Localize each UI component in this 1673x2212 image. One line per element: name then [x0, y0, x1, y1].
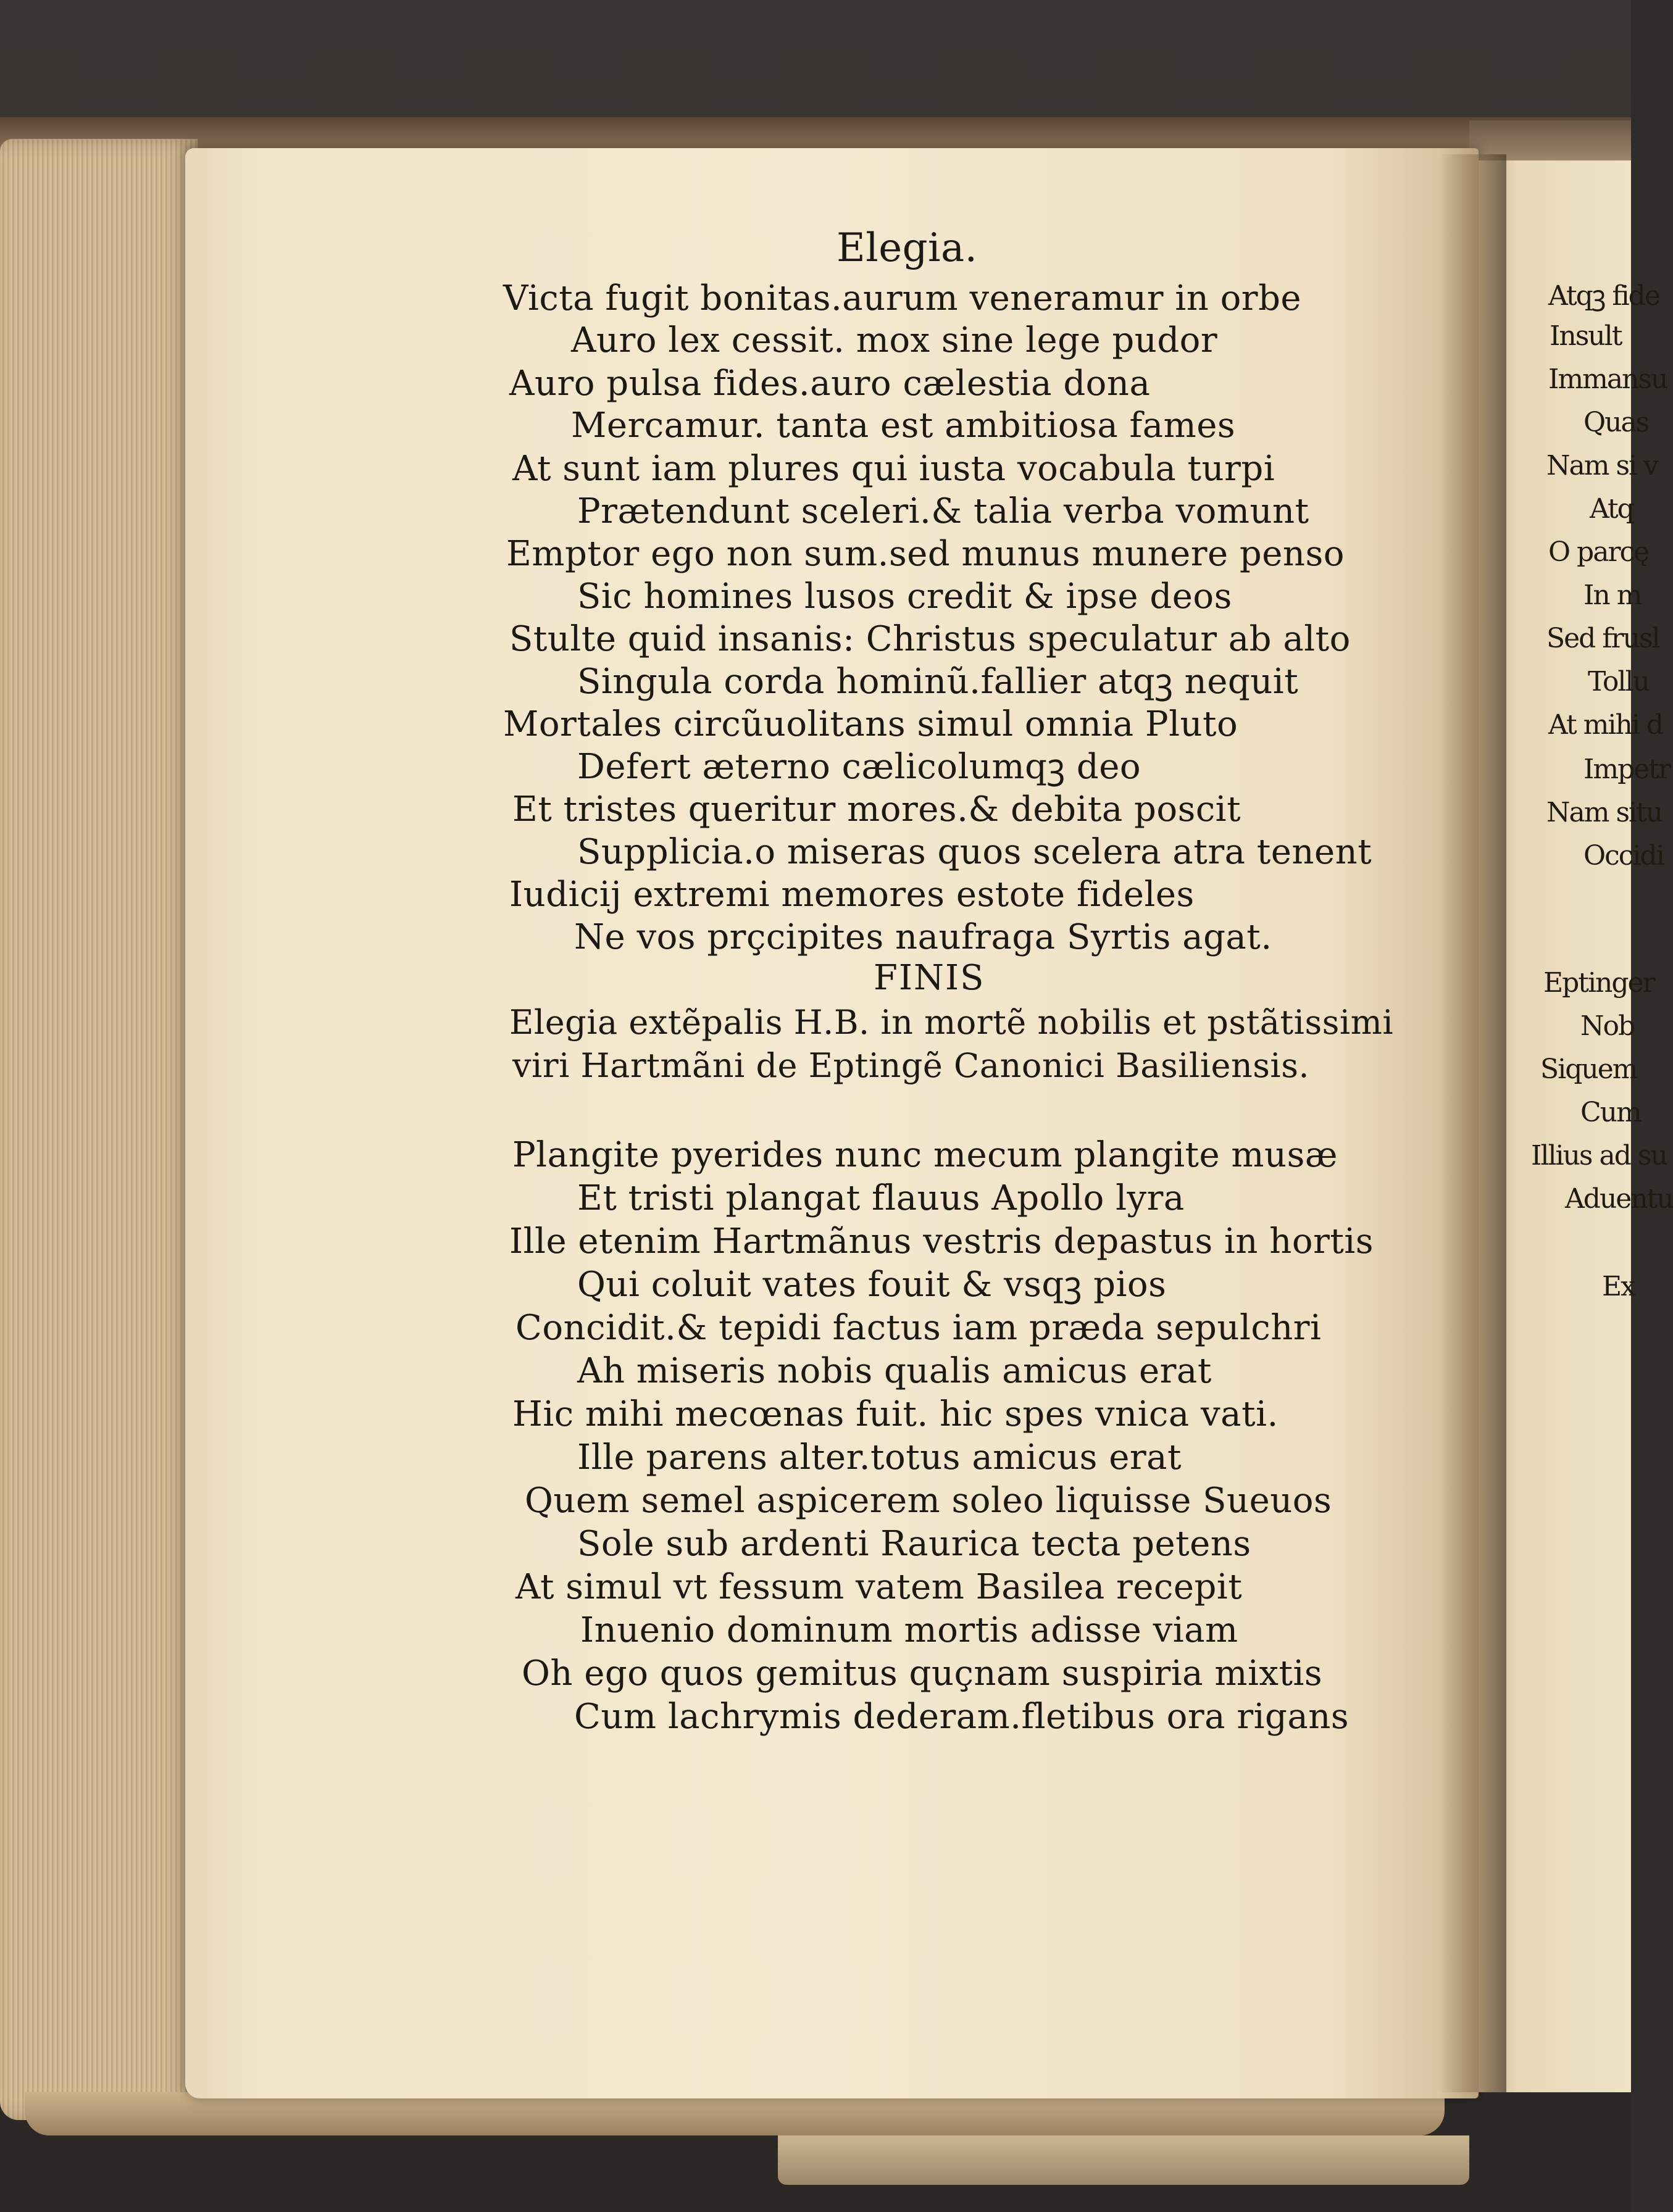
- heading-line: Elegia extẽpalis H.B. in mortẽ nobilis et pstãtissimi: [509, 1003, 1394, 1042]
- verse-line: Iudicij extremi memores estote fideles: [509, 875, 1195, 915]
- verse-line: Sole sub ardenti Raurica tecta petens: [577, 1524, 1251, 1564]
- fragment-line: Immansu: [1548, 364, 1667, 395]
- verse-line: Ille parens alter.totus amicus erat: [577, 1437, 1182, 1478]
- verse-line: Ah miseris nobis qualis amicus erat: [577, 1351, 1212, 1391]
- verse-line: Hic mihi mecœnas fuit. hic spes vnica vati.: [512, 1394, 1279, 1434]
- verse-line: Et tristi plangat flauus Apollo lyra: [577, 1178, 1185, 1218]
- verse-line: Qui coluit vates fouit & vsqꝫ pios: [577, 1265, 1167, 1305]
- verse-line: Cum lachrymis dederam.fletibus ora rigans: [574, 1697, 1350, 1737]
- fragment-line: Occidi: [1583, 840, 1664, 871]
- fragment-line: Impetr: [1583, 754, 1671, 785]
- finis-label: FINIS: [874, 958, 985, 998]
- fragment-line: Atqꝫ fide: [1548, 280, 1659, 312]
- verse-line: Quem semel aspicerem soleo liquisse Sueuos: [525, 1481, 1332, 1521]
- fragment-line: Tollu: [1588, 666, 1649, 697]
- fragment-line: Insult: [1550, 320, 1622, 352]
- fragment-line: Nam situ: [1546, 797, 1663, 828]
- verse-line: Auro pulsa fides.auro cælestia dona: [509, 364, 1151, 404]
- verse-line: Auro lex cessit. mox sine lege pudor: [571, 320, 1218, 360]
- fragment-line: Atq: [1590, 493, 1633, 525]
- verse-line: Victa fugit bonitas.aurum veneramur in orbe: [503, 278, 1302, 318]
- fragment-line: Aduentu: [1565, 1183, 1673, 1215]
- verse-line: Plangite pyerides nunc mecum plangite musæ: [512, 1135, 1338, 1175]
- verse-line: Ne vos prçcipites naufraga Syrtis agat.: [574, 917, 1272, 957]
- verse-line: Sic homines lusos credit & ipse deos: [577, 576, 1232, 617]
- verse-line: Mercamur. tanta est ambitiosa fames: [571, 405, 1236, 446]
- fragment-line: Sed frusl: [1546, 623, 1659, 654]
- heading-line: viri Hartmãni de Eptingẽ Canonici Basiliensis.: [512, 1046, 1310, 1085]
- verse-line: Ille etenim Hartmãnus vestris depastus in hortis: [509, 1221, 1374, 1262]
- fragment-line: Illius ad su: [1531, 1140, 1667, 1171]
- verse-line: Inuenio dominum mortis adisse viam: [580, 1610, 1238, 1650]
- verse-line: Mortales circũuolitans simul omnia Pluto: [503, 704, 1238, 744]
- verse-line: Concidit.& tepidi factus iam præda sepulchri: [515, 1308, 1322, 1348]
- verse-line: At sunt iam plures qui iusta vocabula turpi: [512, 449, 1275, 489]
- fragment-line: Ex: [1602, 1271, 1635, 1302]
- verse-line: Emptor ego non sum.sed munus munere penso: [506, 534, 1345, 574]
- fragment-line: Nob: [1580, 1010, 1635, 1042]
- fragment-line: Eptinger: [1543, 967, 1654, 999]
- page-title: Elegia.: [836, 225, 978, 271]
- verse-line: Prætendunt sceleri.& talia verba vomunt: [577, 491, 1309, 531]
- fragment-line: In m: [1583, 580, 1642, 611]
- fragment-line: Cum: [1580, 1097, 1641, 1128]
- verse-line: Stulte quid insanis: Christus speculatur ab alto: [509, 619, 1351, 659]
- verse-line: Et tristes queritur mores.& debita poscit: [512, 789, 1241, 830]
- fragment-line: Quas: [1583, 407, 1649, 438]
- verse-line: Singula corda hominũ.fallier atqꝫ nequit: [577, 662, 1299, 702]
- fragment-line: O parcę: [1548, 536, 1649, 568]
- fragment-line: Siquem: [1540, 1054, 1637, 1085]
- verse-line: Oh ego quos gemitus quçnam suspiria mixtis: [522, 1653, 1323, 1694]
- verse-line: At simul vt fessum vatem Basilea recepit: [515, 1567, 1243, 1607]
- fragment-line: Nam si v: [1546, 450, 1658, 481]
- fragment-line: At mihi d: [1548, 709, 1663, 741]
- verse-line: Defert æterno cælicolumqꝫ deo: [577, 747, 1141, 787]
- verse-line: Supplicia.o miseras quos scelera atra tenent: [577, 832, 1372, 872]
